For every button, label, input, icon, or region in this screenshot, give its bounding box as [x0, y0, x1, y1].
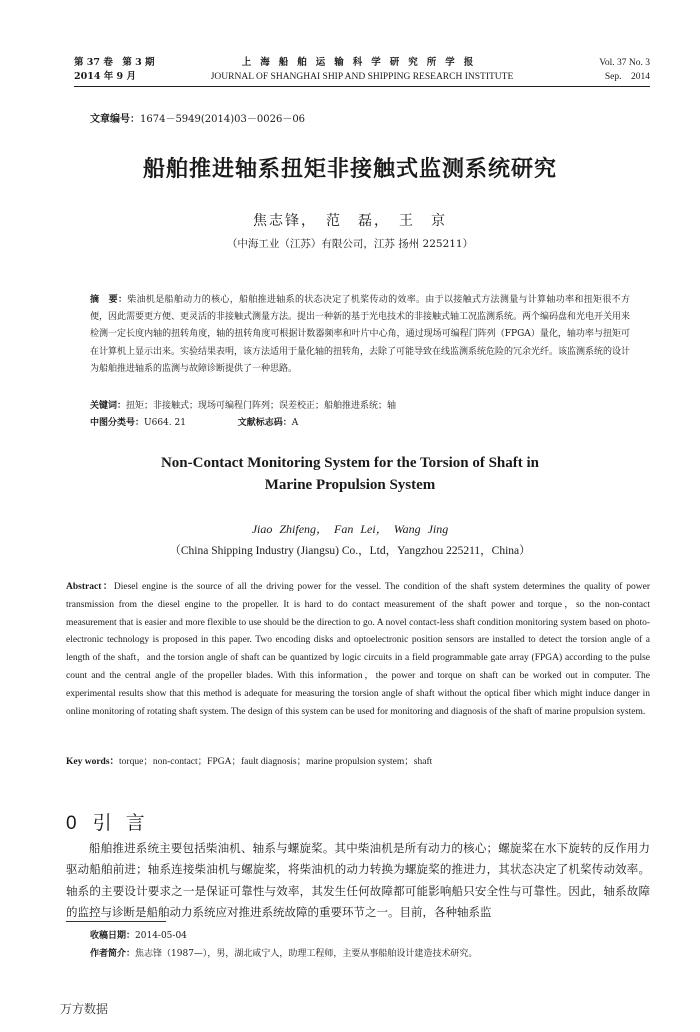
- title-en: [0, 452, 700, 496]
- article-number: [90, 110, 305, 125]
- authors-en: Jiao Zhifeng， Fan Lei， Wang Jing: [251, 522, 449, 536]
- title-en-line1: Non-Contact Monitoring System for the Torsion of Shaft in: [160, 455, 540, 471]
- header-volume-issue: 第 37 卷 第 3 期: [74, 57, 155, 68]
- doc-code-value: A: [291, 418, 299, 428]
- header-rule: [74, 86, 650, 87]
- affiliation-en: （China Shipping Industry (Jiangsu) Co.，Ltd，Yangzhou 225211，China）: [169, 545, 531, 557]
- abstract-zh-text: 柴油机是船舶动力的核心，船舶推进轴系的状态决定了机桨传动的效率。由于以接触式方法测量与计算轴功率和扭矩很不方便，因此需要更方便、更灵活的非接触式测量方法。提出一种新的基于光电技术的非接触式轴工况监测系统。两个编码盘和光电开关用来检测一定长度内轴的扭转角度，轴的扭转角度可根据计数器频率和叶片中心角，通过现场可编程门阵列（FPGA）量化，轴功率与扭矩可在计算机上显示出来。实验结果表明，该方法适用于量化轴的扭转角，去除了可能导致在线监测系统危险的冗余光纤。该监测系统的设计为船舶推进轴系的监测与故障诊断提供了一种思路。: [90, 295, 631, 374]
- section-title: 引言: [92, 812, 159, 834]
- watermark: 万方数据: [60, 1002, 109, 1016]
- header-journal-en: JOURNAL OF SHANGHAI SHIP AND SHIPPING RESEARCH INSTITUTE: [210, 72, 514, 82]
- keywords-en-label: Key words：: [66, 757, 120, 767]
- footnote-author-bio: [90, 946, 477, 959]
- abstract-en: [66, 579, 650, 721]
- abstract-zh-label: 摘 要：: [90, 295, 128, 305]
- abstract-zh: [90, 292, 630, 378]
- footnote-received: [90, 928, 187, 941]
- keywords-zh-label: 关键词：: [90, 401, 127, 411]
- header-volume-en: Vol. 37 No. 3: [599, 58, 650, 68]
- header-date-en: Sep. 2014: [604, 72, 650, 82]
- keywords-en-text: torque；non-contact；FPGA；fault diagnosis；marine propulsion system；shaft: [119, 757, 433, 767]
- header-center: [74, 56, 650, 84]
- doc-code-label: 文献标志码：: [237, 418, 292, 428]
- footnote-rule: [66, 921, 166, 922]
- keywords-zh-text: 扭矩；非接触式；现场可编程门阵列；误差校正；船舶推进系统；轴: [126, 401, 397, 411]
- authors-zh: 焦志锋， 范 磊， 王 京: [253, 213, 447, 229]
- received-label: 收稿日期：: [90, 931, 136, 941]
- article-number-label: 文章编号：: [90, 114, 140, 125]
- received-value: 2014-05-04: [135, 931, 187, 941]
- classification-row: [90, 415, 298, 432]
- clc-label: 中图分类号：: [90, 418, 145, 428]
- section-heading: [66, 808, 159, 835]
- title-zh: 船舶推进轴系扭矩非接触式监测系统研究: [142, 157, 557, 182]
- header-journal-zh: 上海船舶运输科学研究所学报: [241, 57, 483, 68]
- bio-value: 焦志锋（1987—），男，湖北咸宁人，助理工程师，主要从事船舶设计建造技术研究。: [135, 949, 478, 959]
- header-right: [599, 56, 650, 84]
- running-header: [74, 56, 650, 86]
- keywords-zh: [90, 398, 396, 415]
- title-en-line2: Marine Propulsion System: [264, 477, 436, 493]
- section-number: 0: [66, 813, 77, 834]
- bio-label: 作者简介：: [90, 949, 136, 959]
- affiliation-zh: （中海工业（江苏）有限公司，江苏 扬州 225211）: [226, 238, 474, 250]
- article-number-value: 1674－5949(2014)03－0026－06: [140, 114, 306, 125]
- abstract-en-text: Diesel engine is the source of all the driving power for the vessel. The condition of the shaft system determines the quality of power transmission from the diesel engine to the propeller. It is hard to do contact measurement of the shaft power and torque，so the non-contact measurement that is easier and more flexible to use should be the direction to go. A novel contact-less shaft condition monitoring system based on photo-electronic technology is proposed in this paper. Two encoding disks and optoelectronic position sensors are installed to detect the torsion angle of a length of the shaft，and the torsion angle of shaft can be quantized by logic circuits in a field programmable gate array (FPGA) according to the pulse count and the central angle of the propeller blades. With this information，the power and torque on shaft can be worked out in computer. The experimental results show that this method is adequate for measuring the torsion angle of shaft without the optical fiber which might induce danger in online monitoring of rotating shaft system. The design of this system can be used for monitoring and diagnosis of the shaft of marine propulsion system.: [66, 582, 650, 717]
- clc-value: U664. 21: [144, 418, 186, 428]
- keywords-en: [66, 753, 432, 767]
- abstract-en-label: Abstract：: [66, 582, 114, 592]
- header-date: 2014 年 9 月: [74, 71, 136, 82]
- body-paragraph: 船舶推进系统主要包括柴油机、轴系与螺旋桨。其中柴油机是所有动力的核心；螺旋桨在水下旋转的反作用力驱动船舶前进；轴系连接柴油机与螺旋桨，将柴油机的动力转换为螺旋桨的推进力，其状态决定了机桨传动效率。轴系的主要设计要求之一是保证可靠性与效率，其发生任何故障都可能影响船只安全性与可靠性。因此，轴系故障的监控与诊断是船舶动力系统应对推进系统故障的重要环节之一。目前，各种轴系监: [66, 841, 650, 920]
